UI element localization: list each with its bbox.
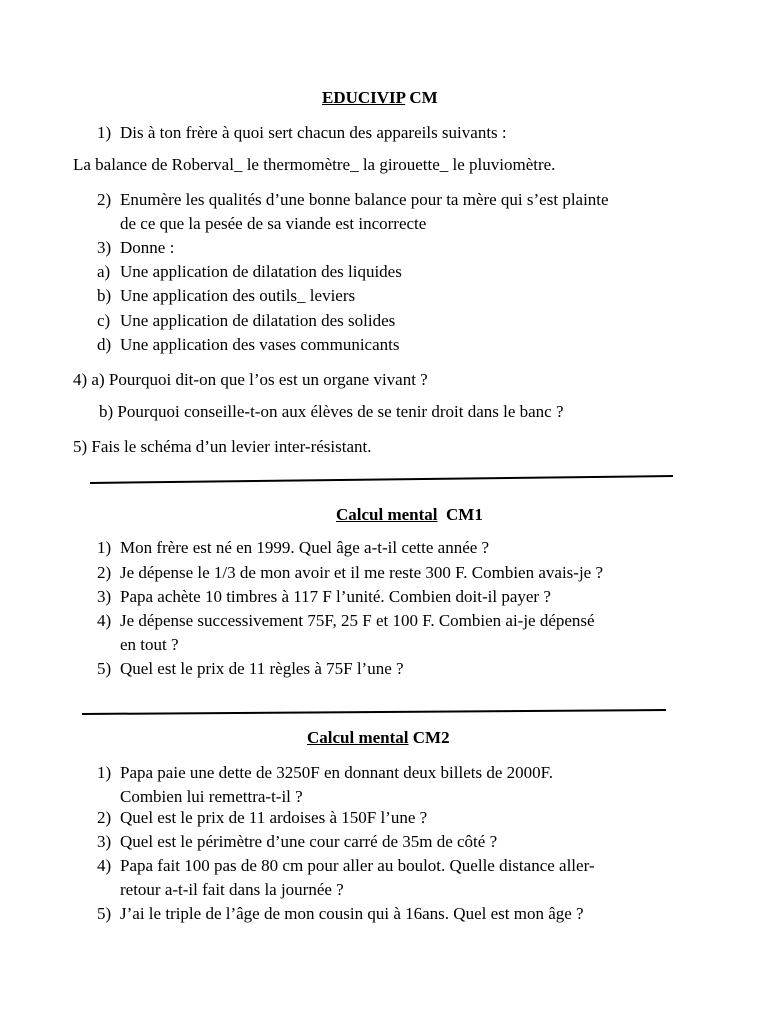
sub-item-label: c)	[97, 311, 111, 330]
item-text: Je dépense successivement 75F, 25 F et 100 F. Combien ai-je dépensé	[120, 611, 595, 630]
item-text: J’ai le triple de l’âge de mon cousin qui à 16ans. Quel est mon âge ?	[120, 904, 584, 923]
cm2-item-3	[97, 832, 497, 852]
item-text: Papa fait 100 pas de 80 cm pour aller au boulot. Quelle distance aller-	[120, 856, 595, 875]
section2-title-underlined: Calcul mental	[336, 505, 438, 524]
item-number: 1)	[97, 763, 112, 782]
sub-item-label: a)	[97, 262, 111, 281]
cm1-item-4	[97, 611, 595, 631]
cm1-item-3	[97, 587, 551, 607]
question-2-continuation: de ce que la pesée de sa viande est incorrecte	[120, 214, 427, 233]
cm1-item-5	[97, 659, 404, 679]
item-number: 4)	[97, 856, 112, 875]
question-number: 3)	[97, 238, 112, 257]
section3-title	[307, 728, 450, 748]
cm2-item-4-continuation: retour a-t-il fait dans la journée ?	[120, 880, 344, 899]
cm2-item-5	[97, 904, 584, 924]
question-text: Enumère les qualités d’une bonne balance pour ta mère qui s’est plainte	[120, 190, 609, 209]
cm2-item-4	[97, 856, 595, 876]
question-text: Donne :	[120, 238, 175, 257]
cm1-item-2	[97, 563, 603, 583]
item-number: 5)	[97, 904, 112, 923]
item-number: 2)	[97, 563, 112, 582]
cm2-item-2	[97, 808, 427, 828]
section1-title-rest: CM	[405, 88, 438, 107]
item-number: 3)	[97, 587, 112, 606]
cm1-item-4-continuation: en tout ?	[120, 635, 179, 654]
item-number: 1)	[97, 538, 112, 557]
item-text: Je dépense le 1/3 de mon avoir et il me reste 300 F. Combien avais-je ?	[120, 563, 604, 582]
item-text: Papa paie une dette de 3250F en donnant deux billets de 2000F.	[120, 763, 553, 782]
section3-title-underlined: Calcul mental	[307, 728, 409, 747]
cm1-item-1	[97, 538, 489, 558]
sub-item-text: Une application de dilatation des solides	[120, 311, 396, 330]
sub-item-text: Une application des outils_ leviers	[120, 286, 356, 305]
item-text: Papa achète 10 timbres à 117 F l’unité. Combien doit-il payer ?	[120, 587, 551, 606]
sub-item-label: b)	[97, 286, 112, 305]
item-number: 4)	[97, 611, 112, 630]
cm2-item-1-continuation: Combien lui remettra-t-il ?	[120, 787, 303, 806]
question-5: 5) Fais le schéma d’un levier inter-résistant.	[73, 437, 372, 456]
question-number: 1)	[97, 123, 112, 142]
item-text: Mon frère est né en 1999. Quel âge a-t-il cette année ?	[120, 538, 490, 557]
cm2-item-1	[97, 763, 553, 783]
question-4b: b) Pourquoi conseille-t-on aux élèves de se tenir droit dans le banc ?	[99, 402, 564, 421]
section3-title-rest: CM2	[408, 728, 450, 747]
item-number: 3)	[97, 832, 112, 851]
item-text: Quel est le prix de 11 règles à 75F l’une ?	[120, 659, 404, 678]
sub-item-text: Une application des vases communicants	[120, 335, 400, 354]
item-number: 2)	[97, 808, 112, 827]
section2-title-rest: CM1	[437, 505, 483, 524]
section1-title-underlined: EDUCIVIP	[322, 88, 406, 107]
sub-item-label: d)	[97, 335, 112, 354]
item-text: Quel est le périmètre d’une cour carré de 35m de côté ?	[120, 832, 498, 851]
question-1-list: La balance de Roberval_ le thermomètre_ la girouette_ le pluviomètre.	[73, 155, 556, 174]
sub-item-text: Une application de dilatation des liquides	[120, 262, 402, 281]
question-number: 2)	[97, 190, 112, 209]
item-number: 5)	[97, 659, 112, 678]
question-text: Dis à ton frère à quoi sert chacun des appareils suivants :	[120, 123, 507, 142]
question-4a: 4) a) Pourquoi dit-on que l’os est un organe vivant ?	[73, 370, 428, 389]
section2-title	[336, 505, 483, 525]
item-text: Quel est le prix de 11 ardoises à 150F l’une ?	[120, 808, 428, 827]
